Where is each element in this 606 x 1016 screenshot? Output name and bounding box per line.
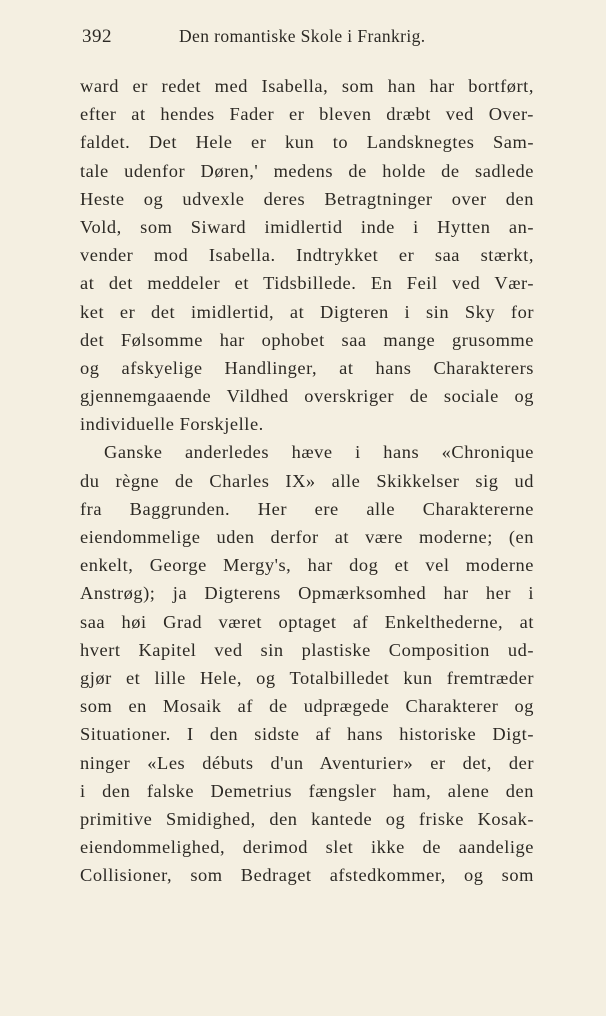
- text-line: ward er redet med Isabella, som han har bortført,: [80, 76, 534, 96]
- text-line: gjennemgaaende Vildhed overskriger de sociale og: [80, 386, 534, 407]
- running-title: Den romantiske Skole i Frankrig.: [179, 26, 426, 46]
- body-text: [80, 72, 534, 889]
- text-line: gjør et lille Hele, og Totalbilledet kun fremtræder: [80, 667, 534, 688]
- text-line: du règne de Charles IX» alle Skikkelser sig ud: [80, 470, 534, 491]
- text-line: det Følsomme har ophobet saa mange grusomme: [80, 329, 534, 350]
- text-line: tale udenfor Døren,' medens de holde de sadlede: [80, 160, 534, 181]
- text-line: ninger «Les débuts d'un Aventurier» er det, der: [80, 752, 534, 773]
- text-line: enkelt, George Mergy's, har dog et vel moderne: [80, 555, 534, 576]
- text-line: Collisioner, som Bedraget afstedkommer, og som: [80, 865, 534, 886]
- paragraph-1: [80, 72, 534, 438]
- paragraph-2: [80, 438, 534, 889]
- text-line: eiendommelighed, derimod slet ikke de aandelige: [80, 837, 534, 858]
- text-line: efter at hendes Fader er bleven dræbt ved Over-: [80, 104, 534, 125]
- text-line: Anstrøg); ja Digterens Opmærksomhed har her i: [80, 583, 534, 604]
- page-header: [82, 26, 536, 52]
- text-line: faldet. Det Hele er kun to Landsknegtes Sam-: [80, 132, 534, 153]
- text-line: eiendommelige uden derfor at være moderne; (en: [80, 527, 534, 547]
- text-line: Vold, som Siward imidlertid inde i Hytten an-: [80, 216, 534, 237]
- text-line: saa høi Grad været optaget af Enkelthederne, at: [80, 611, 534, 632]
- page-number: 392: [82, 26, 112, 47]
- text-line: individuelle Forskjelle.: [80, 414, 264, 435]
- text-line: og afskyelige Handlinger, at hans Charakterers: [80, 357, 534, 378]
- text-line: som en Mosaik af de udprægede Charakterer og: [80, 696, 534, 717]
- text-line: primitive Smidighed, den kantede og friske Kosak-: [80, 808, 534, 829]
- text-line: Ganske anderledes hæve i hans «Chronique: [104, 442, 534, 463]
- text-line: vender mod Isabella. Indtrykket er saa stærkt,: [80, 245, 534, 266]
- text-line: fra Baggrunden. Her ere alle Charaktererne: [80, 498, 534, 519]
- text-line: hvert Kapitel ved sin plastiske Composition ud-: [80, 639, 534, 660]
- text-line: at det meddeler et Tidsbillede. En Feil ved Vær-: [80, 273, 534, 294]
- text-line: Heste og udvexle deres Betragtninger over den: [80, 188, 534, 209]
- text-line: Situationer. I den sidste af hans historiske Digt-: [80, 724, 534, 745]
- text-line: ket er det imidlertid, at Digteren i sin Sky for: [80, 301, 534, 322]
- text-line: i den falske Demetrius fængsler ham, alene den: [80, 780, 534, 801]
